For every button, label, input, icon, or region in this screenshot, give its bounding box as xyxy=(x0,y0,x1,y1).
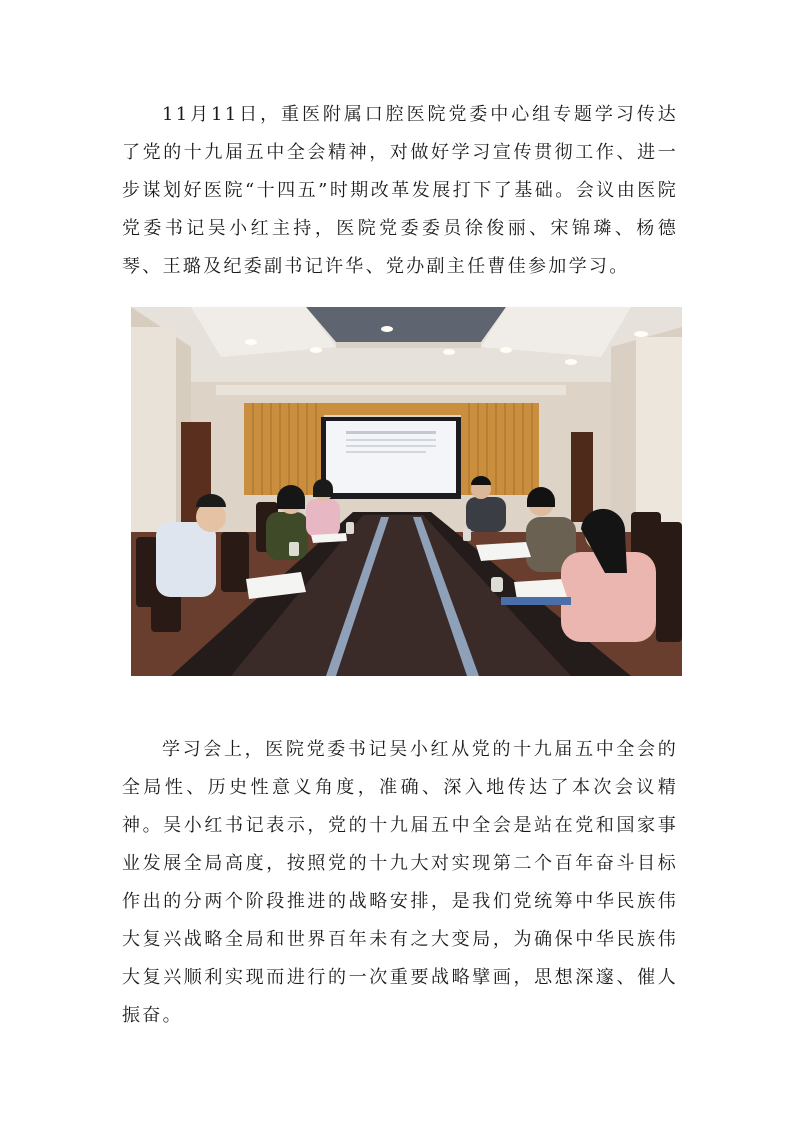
right-door xyxy=(571,432,593,522)
ceiling-recess xyxy=(306,307,506,342)
blue-folder xyxy=(501,597,571,605)
article-paragraph-2: 学习会上，医院党委书记吴小红从党的十九届五中全会的全局性、历史性意义角度，准确、深入地传达了本次会议精神。吴小红书记表示，党的十九届五中全会是站在党和国家事业发展全局高度，按照党的十九大对实现第二个百年奋斗目标作出的分两个阶段推进的战略安排，是我们党统筹中华民族伟大复兴战略全局和世界百年未有之大变局，为确保中华民族伟大复兴顺利实现而进行的一次重要战略擘画，思想深邃、催人振奋。 xyxy=(122,739,678,1026)
meeting-photo xyxy=(131,307,682,676)
article-paragraph-1: 11月11日，重医附属口腔医院党委中心组专题学习传达了党的十九届五中全会精神，对做好学习宣传贯彻工作、进一步谋划好医院“十四五”时期改革发展打下了基础。会议由医院党委书记吴小红主持，医院党委委员徐俊丽、宋锦璘、杨德琴、王璐及纪委副书记许华、党办副主任曹佳参加学习。 xyxy=(122,104,678,277)
